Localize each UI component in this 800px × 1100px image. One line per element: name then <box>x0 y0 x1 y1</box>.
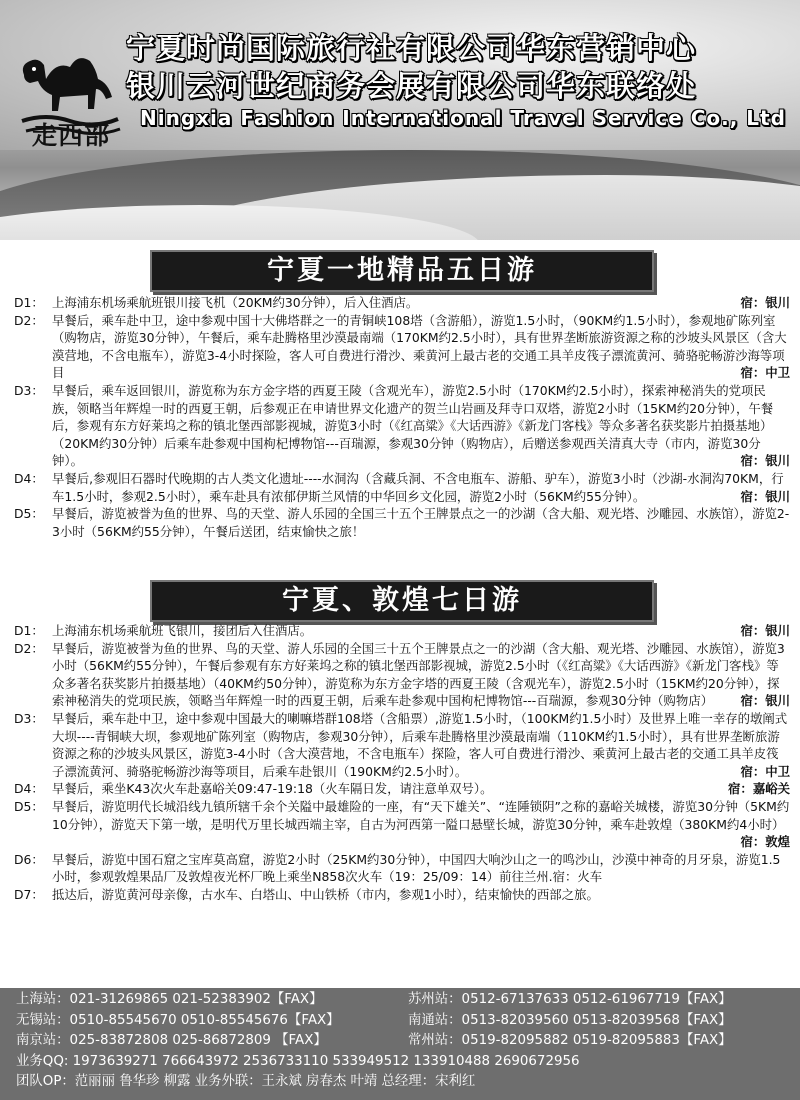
stay-location: 宿：银川 <box>740 295 790 310</box>
stay-location: 宿：中卫 <box>740 365 790 381</box>
staff-row <box>16 1072 794 1093</box>
day-label: D2： <box>14 640 44 656</box>
stay-location: 宿：中卫 <box>740 763 790 779</box>
office-contact: 苏州站：0512-67137633 0512-61967719【FAX】 <box>408 992 732 1007</box>
day-description: 早餐后，游览明代长城沿线九镇所辖千余个关隘中最雄险的一座，有“天下雄关”、“连陲锁阴”之称的嘉峪关城楼，游览30分钟（5KM约10分钟），游览天下第一墩，是明代万里长城西端主宰，自古为河西第一隘口悬壁长城，游览30分钟，乘车赴敦煌（380KM约4小时） <box>52 798 790 832</box>
contact-row <box>16 1011 794 1032</box>
tour2-title: 宁夏、敦煌七日游 <box>150 580 654 622</box>
day-label: D3： <box>14 710 44 726</box>
tour1-title: 宁夏一地精品五日游 <box>150 250 654 292</box>
itinerary-day <box>14 640 790 710</box>
day-description: 早餐后，游览中国石窟之宝库莫高窟，游览2小时（25KM约30分钟），中国四大响沙山之一的鸣沙山，沙漠中神奇的月牙泉，游览1.5小时，参观敦煌果品厂及敦煌夜光杯厂晚上乘坐N858次火车（19：25/09：14）前往兰州.宿：火车 <box>52 851 781 885</box>
day-text <box>52 470 790 505</box>
day-text <box>52 505 790 540</box>
qq-row <box>16 1052 794 1073</box>
contact-footer <box>0 988 800 1100</box>
day-description: 早餐后，乘车赴中卫，途中参观中国十大佛塔群之一的青铜峡108塔（含游船），游览1.5小时，（90KM约1.5小时），参观地矿陈列室（购物店，游览30分钟），午餐后，乘车赴腾格里沙漠最南端（170KM约2.5小时），具有世界垄断旅游资源之称的沙坡头风景区（含大漠营地，不含电瓶车），游览3-4小时探险，客人可自费进行滑沙、乘黄河上最古老的交通工具羊皮筏子漂流黄河、骑骆驼畅游沙海等项目 <box>52 312 787 381</box>
office-contact: 上海站：021-31269865 021-52383902【FAX】 <box>16 992 323 1007</box>
day-label: D5： <box>14 798 44 814</box>
stay-location: 宿：银川 <box>740 488 790 504</box>
day-text <box>52 622 790 640</box>
day-text <box>52 312 790 382</box>
day-label: D2： <box>14 312 44 328</box>
itinerary-day <box>14 710 790 780</box>
day-label: D6： <box>14 851 44 867</box>
day-text <box>52 780 790 798</box>
office-contact: 南通站：0513-82039560 0513-82039568【FAX】 <box>408 1012 732 1028</box>
company-title-line1: 宁夏时尚国际旅行社有限公司华东营销中心 <box>126 31 697 65</box>
header-banner <box>0 0 800 240</box>
itinerary-day <box>14 294 790 312</box>
office-contact: 无锡站：0510-85545670 0510-85545676【FAX】 <box>16 1012 340 1028</box>
itinerary-day <box>14 312 790 382</box>
stay-location: 宿：嘉峪关 <box>728 781 790 797</box>
day-text <box>52 710 790 780</box>
day-description: 早餐后，乘车返回银川，游览称为东方金字塔的西夏王陵（含观光车），游览2.5小时（170KM约2.5小时），探索神秘消失的党项民族，领略当年辉煌一时的西夏王朝，后参观正在申请世界文化遗产的贺兰山岩画及拜寺口双塔，游览2小时（15KM约20分钟），午餐后，参观有东方好莱坞之称的镇北堡西部影视城，游览3小时（《红高粱》《大话西游》《新龙门客栈》等众多著名获奖影片拍摄基地）（20KM约30分钟）后乘车赴参观中国枸杞博物馆---百瑞源，参观30分钟（购物店），后赠送参观西关清真大寺（市内，游览30分钟）。 <box>52 382 774 469</box>
day-description: 早餐后，乘车赴中卫，途中参观中国最大的喇嘛塔群108塔（含船票）,游览1.5小时，（100KM约1.5小时）及世界上唯一幸存的墩阐式大坝----青铜峡大坝，参观地矿陈列室（购物店，参观30分钟），后乘车赴腾格里沙漠最南端（110KM约1.5小时），具有世界垄断旅游资源之称的沙坡头风景区，游览3-4小时（含大漠营地，不含电瓶车）探险，客人可自费进行滑沙、乘黄河上最古老的交通工具羊皮筏子漂流黄河、骑骆驼畅游沙海等项目，后乘车赴银川（190KM约2.5小时）。 <box>52 710 788 779</box>
day-description: 抵达后，游览黄河母亲像，古水车、白塔山、中山铁桥（市内，参观1小时），结束愉快的西部之旅。 <box>52 886 599 902</box>
business-qq: 业务QQ: 1973639271 766643972 2536733110 533949512 133910488 2690672956 <box>16 1053 580 1069</box>
office-contact: 南京站：025-83872808 025-86872809 【FAX】 <box>16 1033 327 1048</box>
day-label: D4： <box>14 781 44 797</box>
day-text <box>52 382 790 470</box>
stay-location: 宿：银川 <box>740 693 790 709</box>
day-text <box>52 851 790 886</box>
day-label: D7： <box>14 886 44 902</box>
day-description: 早餐后,参观旧石器时代晚期的古人类文化遗址----水洞沟（含藏兵洞、不含电瓶车、游船、驴车），游览3小时（沙湖-水洞沟70KM，行车1.5小时，参观2.5小时），乘车赴具有浓郁伊斯兰风情的中华回乡文化园，游览2小时（56KM约55分钟）。 <box>52 470 784 504</box>
itinerary-day <box>14 470 790 505</box>
contact-row <box>16 990 794 1011</box>
company-title-english: Ningxia Fashion International Travel Service Co., Ltd <box>140 106 786 130</box>
itinerary-day <box>14 798 790 851</box>
stay-location: 宿：敦煌 <box>740 834 790 850</box>
itinerary-day <box>14 780 790 798</box>
itinerary-day <box>14 622 790 640</box>
contact-row <box>16 1031 794 1052</box>
itinerary-day <box>14 851 790 886</box>
day-label: D3： <box>14 382 44 398</box>
day-label: D1： <box>14 295 44 310</box>
staff-list: 团队OP：范丽丽 鲁华珍 柳露 业务外联：王永斌 房春杰 叶靖 总经理：宋利红 <box>16 1074 476 1089</box>
itinerary-day <box>14 886 790 904</box>
stay-location: 宿：银川 <box>740 623 790 638</box>
day-text <box>52 886 790 904</box>
tour2-itinerary <box>14 622 790 904</box>
office-contact: 常州站：0519-82095882 0519-82095883【FAX】 <box>408 1033 732 1048</box>
day-label: D1： <box>14 623 44 638</box>
company-title-line2: 银川云河世纪商务会展有限公司华东联络处 <box>126 69 697 103</box>
day-description: 上海浦东机场乘航班银川接飞机（20KM约30分钟），后入住酒店。 <box>52 295 419 310</box>
day-label: D5： <box>14 506 44 522</box>
itinerary-day <box>14 382 790 470</box>
day-text <box>52 294 790 312</box>
day-text <box>52 640 790 710</box>
day-text <box>52 798 790 851</box>
day-label: D4： <box>14 470 44 486</box>
stay-location: 宿：银川 <box>740 453 790 469</box>
tour1-itinerary <box>14 294 790 540</box>
day-description: 早餐后，游览被誉为鱼的世界、鸟的天堂、游人乐园的全国三十五个王牌景点之一的沙湖（含大船、观光塔、沙雕园、水族馆），游览3小时（56KM约55分钟），午餐后参观有东方好莱坞之称的镇北堡西部影视城，游览2.5小时（《红高粱》《大话西游》《新龙门客栈》等众多著名获奖影片拍摄基地）（40KM约50分钟），游览称为东方金字塔的西夏王陵（含观光车），游览2.5小时（15KM约20分钟），探索神秘消失的党项民族，领略当年辉煌一时的西夏王朝，后乘车赴参观中国枸杞博物馆---百瑞源，参观30分钟（购物店） <box>52 640 785 709</box>
logo-text: 走西部 <box>31 121 110 150</box>
day-description: 上海浦东机场乘航班飞银川，接团后入住酒店。 <box>52 623 313 638</box>
itinerary-day <box>14 505 790 540</box>
day-description: 早餐后，游览被誉为鱼的世界、鸟的天堂、游人乐园的全国三十五个王牌景点之一的沙湖（含大船、观光塔、沙雕园、水族馆），游览2-3小时（56KM约55分钟），午餐后送团，结束愉快之旅！ <box>52 506 790 539</box>
day-description: 早餐后，乘坐K43次火车赴嘉峪关09:47-19:18（火车隔日发，请注意单双号）。 <box>52 781 493 797</box>
